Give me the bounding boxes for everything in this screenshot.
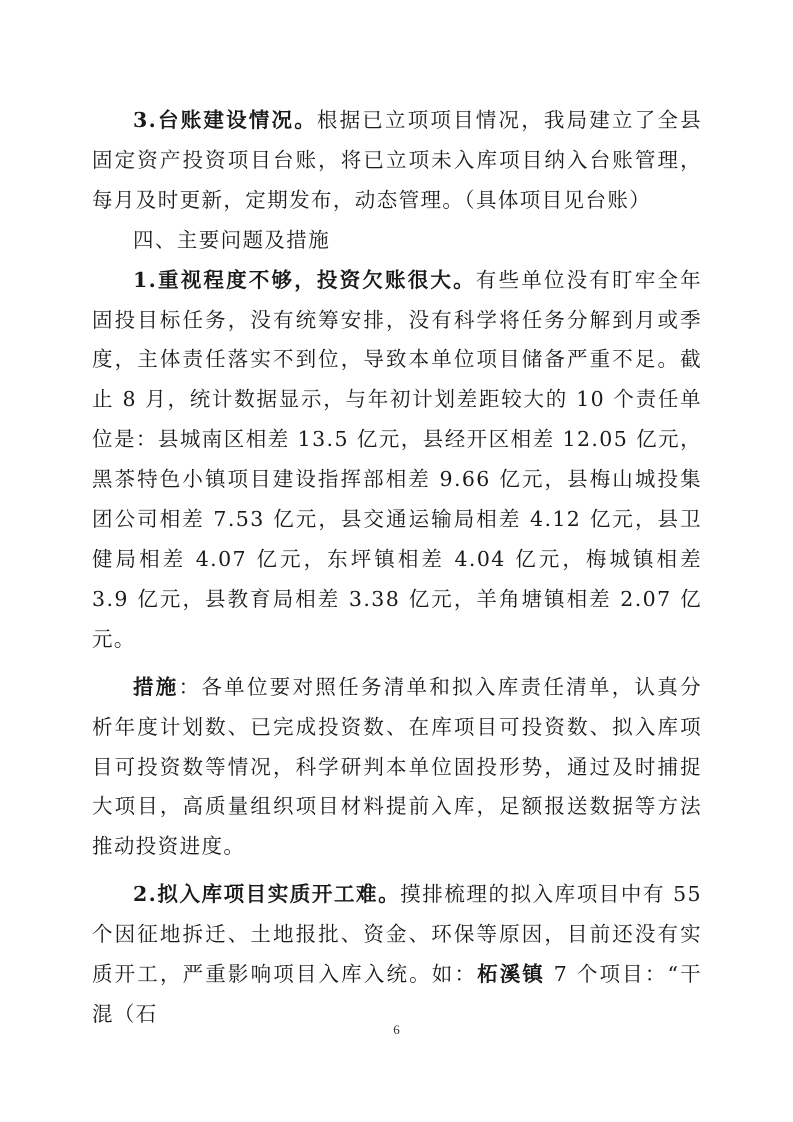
- paragraph-text-issue-2c: 7 个项目：“干混（石: [92, 962, 703, 1026]
- paragraph-issue-commencement: [92, 875, 702, 1035]
- town-name-zhexi: 柘溪镇: [477, 962, 546, 987]
- paragraph-text-issue-1: 有些单位没有盯牢全年固投目标任务，没有统筹安排，没有科学将任务分解到月或季度，主体责任落实不到位，导致本单位项目储备严重不足。截止 8 月，统计数据显示，与年初计划差距较大的 10 个责任单位是：县城南区相差 13.5 亿元，县经开区相差 12.05 亿元，黑茶特色小镇项目建设指挥部相差 9.66 亿元，县梅山城投集团公司相差 7.53 亿元，县交通运输局相差 4.12 亿元，县卫健局相差 4.07 亿元，东坪镇相差 4.04 亿元，梅城镇相差 3.9 亿元，县教育局相差 3.38 亿元，羊角塘镇相差 2.07 亿元。: [92, 267, 702, 651]
- paragraph-text-measures: ：各单位要对照任务清单和拟入库责任清单，认真分析年度计划数、已完成投资数、在库项目可投资数、拟入库项目可投资数等情况，科学研判本单位固投形势，通过及时捕捉大项目，高质量组织项目材料提前入库，足额报送数据等方法推动投资进度。: [92, 674, 702, 859]
- paragraph-issue-attention: [92, 261, 702, 660]
- paragraph-text-ledger: 根据已立项项目情况，我局建立了全县固定资产投资项目台账，将已立项未入库项目纳入台账管理，每月及时更新，定期发布，动态管理。（具体项目见台账）: [92, 108, 702, 212]
- paragraph-measures: [92, 668, 702, 868]
- paragraph-ledger-construction: [92, 101, 702, 221]
- paragraph-lead-issue-2: 2.拟入库项目实质开工难。: [133, 882, 401, 907]
- paragraph-lead-ledger: 3.台账建设情况。: [133, 108, 317, 132]
- paragraph-lead-issue-1: 1.重视程度不够，投资欠账很大。: [133, 267, 476, 292]
- page-number: 6: [393, 1022, 400, 1037]
- paragraph-text-issue-2a: 摸排梳理的拟入库项目中有 55 个因征地拆迁、土地报批、资金、环保等原因，目前还没有实质开工，严重影响项目入库入统。如：: [92, 882, 702, 987]
- section-heading: 四、主要问题及措施: [133, 227, 331, 252]
- page-body: [92, 101, 702, 1035]
- paragraph-lead-measures: 措施: [133, 674, 179, 699]
